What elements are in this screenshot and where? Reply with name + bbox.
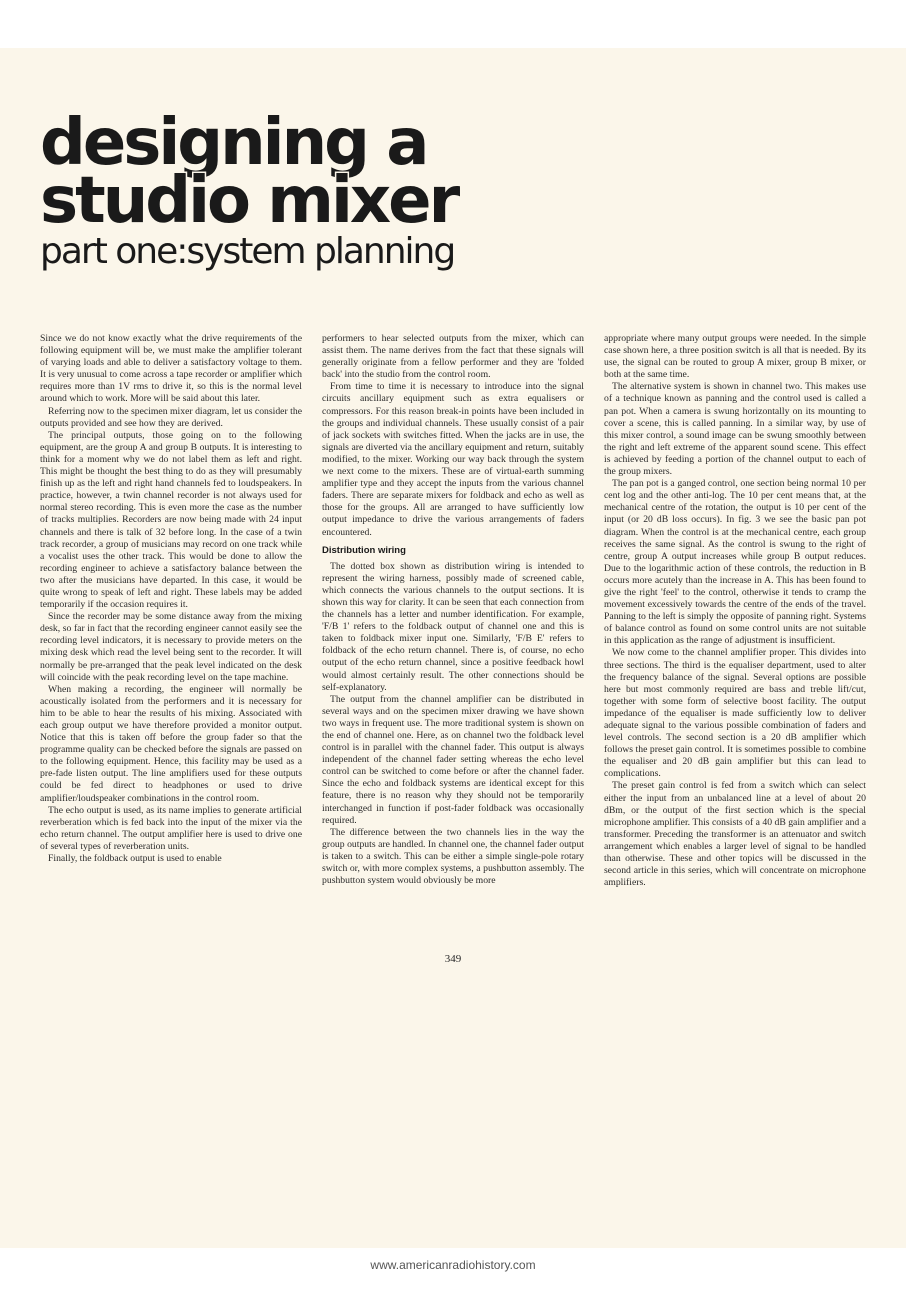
- paragraph: When making a recording, the engineer will normally be acoustically isolated from the performers and it is necessary for him to be able to hear the results of his mixing. Associated with each group output we have therefore provided a monitor output. Notice that this is taken off before the group fader so that the programme quality can be checked before the signals are passed on to the following equipment. Hence, this facility may be used as a pre-fade listen output. The line amplifiers used for these outputs could be fed direct to headphones or used to drive amplifier/loudspeaker combinations in the control room.: [40, 683, 302, 804]
- column-3: [604, 333, 866, 1193]
- paragraph: The dotted box shown as distribution wiring is intended to represent the wiring harness, possibly made of screened cable, which connects the various channels to the output sections. It is shown this way for clarity. It can be seen that each connection from the channels has a letter and number identification. For example, 'F/B 1' refers to the foldback output of channel one and this is taken to foldback mixer input one. Similarly, 'F/B E' refers to foldback of the echo return channel. There is, of course, no echo output of the echo return channel, since a positive feedback howl would almost certainly result. The other connections should be self-explanatory.: [322, 560, 584, 693]
- paragraph: The principal outputs, those going on to the following equipment, are the group A and group B outputs. It is interesting to think for a moment why we do not label them as left and right. This might be thought the best thing to do as they will presumably finish up as the left and right hand channels fed to loudspeakers. In practice, however, a twin channel recorder is not always used for normal stereo recording. This is even more the case as the number of tracks multiplies. Recorders are now being made with 24 input channels and there is talk of 32 before long. In the case of a twin track recorder, a group of musicians may record on one track while a vocalist uses the other track. This would be done to allow the recording engineer to achieve a satisfactory balance between the two after the musicians have departed. In this case, it would be quite wrong to speak of left and right. These labels may be added temporarily if the occasion requires it.: [40, 429, 302, 611]
- title-line-2: studio mixer: [40, 164, 458, 238]
- paragraph: The pan pot is a ganged control, one section being normal 10 per cent log and the other anti-log. The 10 per cent means that, at the mechanical centre of the rotation, the output is 10 per cent of the input (or 20 dB loss occurs). In fig. 3 we see the basic pan pot diagram. When the control is at the mechanical centre, each group receives the same signal. As the control is swung to the right of centre, group A output increases while group B output reduces. Due to the logarithmic action of these controls, the reduction in B occurs more acutely than the increase in A. This has been found to give the right 'feel' to the control, otherwise it tends to cramp the movement excessively towards the centre of the ends of the travel. Panning to the left is simply the opposite of panning right. Systems of balance control as found on some control units are not suitable in this application as the range of adjustment is insufficient.: [604, 478, 866, 647]
- paragraph: The difference between the two channels lies in the way the group outputs are handled. In channel one, the channel fader output is taken to a switch. This can be either a simple single-pole rotary switch or, with more complex systems, a pushbutton assembly. The pushbutton system would obviously be more: [322, 826, 584, 887]
- paragraph: The preset gain control is fed from a switch which can select either the input from an unbalanced line at a level of about 20 dBm, or the output of the first section which is the special microphone amplifier. This consists of a 40 dB gain amplifier and a transformer. Preceding the transformer is an attenuator and switch arrangement which enables a larger level of signal to be handled than otherwise. These and other topics will be discussed in the second article in this series, which will concentrate on microphone amplifiers.: [604, 780, 866, 889]
- magazine-page: [0, 48, 906, 1248]
- article-subtitle: part one:system planning: [40, 231, 455, 272]
- paragraph: appropriate where many output groups were needed. In the simple case shown here, a three position switch is all that is needed. By its use, the signal can be routed to group A mixer, group B mixer, or both at the same time.: [604, 333, 866, 381]
- paragraph: Since the recorder may be some distance away from the mixing desk, so far in fact that the recording engineer cannot easily see the recording level indicators, it is necessary to provide meters on the mixing desk which read the level being sent to the recorder. It will normally be pre-arranged that the peak level indicated on the desk will coincide with the peak recording level on the tape machine.: [40, 611, 302, 683]
- section-heading: Distribution wiring: [322, 544, 406, 556]
- paragraph: From time to time it is necessary to introduce into the signal circuits ancillary equipment such as extra equalisers or compressors. For this reason break-in points have been included in the groups and individual channels. These usually consist of a pair of jack sockets with switches fitted. When the jacks are in use, the signals are diverted via the ancillary equipment and return, suitably modified, to the mixer. Working our way back through the system we next come to the mixers. These are of virtual-earth summing amplifier type and they accept the inputs from the various channel faders. There are separate mixers for foldback and echo as well as those for the groups. All are arranged to have sufficiently low output impedance to drive the various arrangements of faders encountered.: [322, 381, 584, 538]
- paragraph: The output from the channel amplifier can be distributed in several ways and on the specimen mixer drawing we have shown two ways in frequent use. The more traditional system is shown on the end of channel one. Here, as on channel two the foldback level control is in parallel with the channel fader. This output is always independent of the channel fader setting whereas the echo level control can be switched to come before or after the channel fader. Since the echo and foldback systems are identical except for this feature, there is no reason why they should not be temporarily interchanged in function if post-fader foldback was occasionally required.: [322, 693, 584, 826]
- paragraph: The alternative system is shown in channel two. This makes use of a technique known as panning and the control used is called a pan pot. When a camera is swung horizontally on its mounting to cover a scene, this is called panning. In a similar way, by use of this mixer control, a sound image can be swung smoothly between the right and left extreme of the apparent sound scene. This effect is achieved by feeding a portion of the channel output to each of the group mixers.: [604, 381, 866, 478]
- article-body: [40, 333, 866, 1193]
- paragraph: The echo output is used, as its name implies to generate artificial reverberation which is fed back into the input of the mixer via the echo return channel. The output amplifier here is used to drive one of several types of reverberation units.: [40, 804, 302, 852]
- paragraph: Referring now to the specimen mixer diagram, let us consider the outputs provided and see how they are derived.: [40, 405, 302, 429]
- footer-url[interactable]: www.americanradiohistory.com: [370, 1258, 536, 1272]
- page-number: 349: [444, 953, 462, 965]
- column-1: [40, 333, 302, 1193]
- paragraph: Finally, the foldback output is used to enable: [48, 853, 222, 865]
- title-line-1: designing a: [40, 106, 427, 180]
- paragraph: performers to hear selected outputs from the mixer, which can assist them. The name derives from the fact that these signals will generally originate from a fellow performer and they are 'folded back' into the studio from the control room.: [322, 333, 584, 381]
- paragraph: We now come to the channel amplifier proper. This divides into three sections. The third is the equaliser department, used to alter the frequency balance of the signal. Several options are possible here but most commonly required are bass and treble lift/cut, together with some form of selective boost facility. The output impedance of the equaliser is made sufficiently low to deliver adequate signal to the various possible combination of faders and level controls. The second section is a 20 dB amplifier which follows the preset gain control. It is sometimes possible to combine the equaliser and 20 dB gain amplifier but this can lead to complications.: [604, 647, 866, 780]
- column-2: [322, 333, 584, 1193]
- article-title-block: [40, 106, 640, 272]
- paragraph: Since we do not know exactly what the drive requirements of the following equipment will be, we must make the amplifier tolerant of varying loads and able to deliver a satisfactory voltage to them. It is very unusual to come across a tape recorder or amplifier which requires more than 1V rms to drive it, so this is the normal level around which to work. More will be said about this later.: [40, 333, 302, 405]
